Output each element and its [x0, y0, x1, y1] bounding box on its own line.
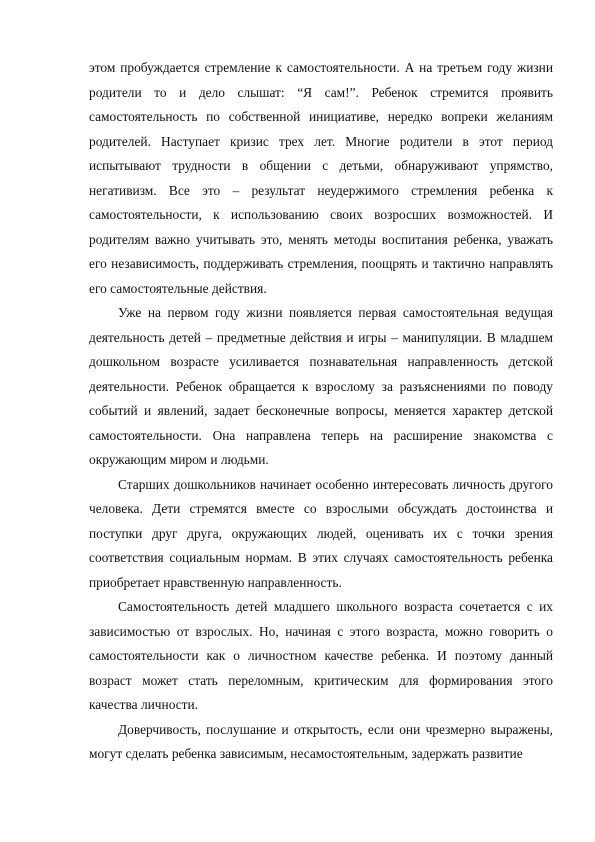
paragraph-2: Уже на первом году жизни появляется первая самостоятельная ведущая деятельность детей – предметные действия и игры – манипуляции. В младшем дошкольном возрасте усиливается познавательная направленность детской деятельности. Ребенок обращается к взрослому за разъяснениями по поводу событий и явлений, задает бесконечные вопросы, меняется характер детской самостоятельности. Она направлена теперь на расширение знакомства с окружающим миром и людьми.: [89, 305, 553, 467]
paragraph-5: Доверчивость, послушание и открытость, если они чрезмерно выражены, могут сделать ребенка зависимым, несамостоятельным, задержать развитие: [89, 721, 553, 761]
paragraph-4: Самостоятельность детей младшего школьного возраста сочетается с их зависимостью от взрослых. Но, начиная с этого возраста, можно говорить о самостоятельности как о личностном качестве ребенка. И поэтому данный возраст может стать переломным, критическим для формирования этого качества личности.: [89, 599, 553, 712]
paragraph-3: Старших дошкольников начинает особенно интересовать личность другого человека. Дети стремятся вместе со взрослыми обсуждать достоинства и поступки друг друга, окружающих людей, оценивать их с точки зрения соответствия социальным нормам. В этих случаях самостоятельность ребенка приобретает нравственную направленность.: [89, 476, 553, 590]
paragraph-1: этом пробуждается стремление к самостоятельности. А на третьем году жизни родители то и дело слышат: “Я сам!”. Ребенок стремится проявить самостоятельность по собственной инициативе, нередко вопреки желаниям родителей. Наступает кризис трех лет. Многие родители в этот период испытывают трудности в общении с детьми, обнаруживают упрямство, негативизм. Все это – результат неудержимого стремления ребенка к самостоятельности, к использованию своих возросших возможностей. И родителям важно учитывать это, менять методы воспитания ребенка, уважать его независимость, поддерживать стремления, поощрять и тактично направлять его самостоятельные действия.: [89, 60, 553, 296]
body-text: [89, 56, 553, 767]
